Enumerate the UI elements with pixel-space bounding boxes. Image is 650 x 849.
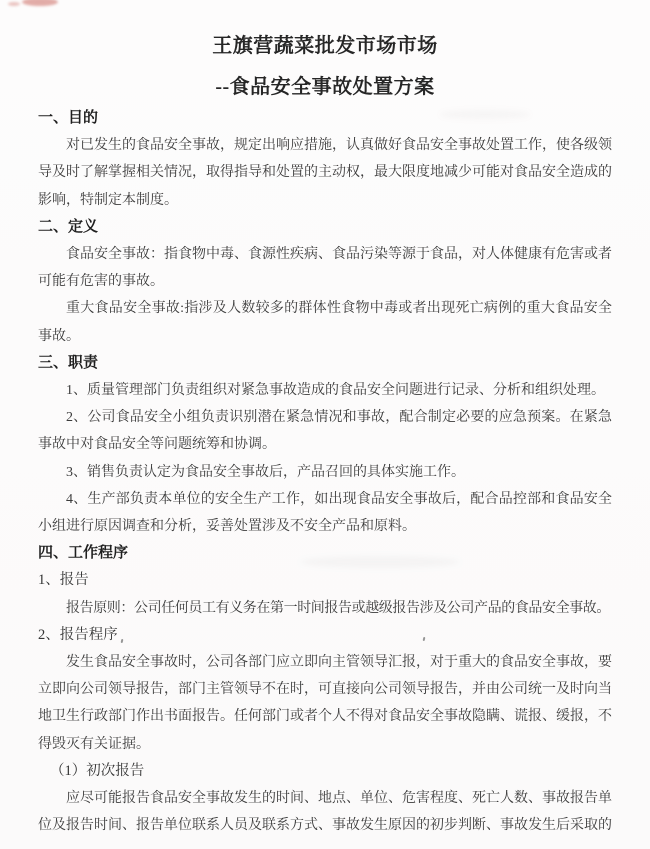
document-body [38, 0, 612, 839]
paragraph-responsibility-3: 3、销售负责认定为食品安全事故后，产品召回的具体实施工作。 [66, 464, 465, 480]
paragraph-report-principle: 报告原则：公司任何员工有义务在第一时间报告或越级报告涉及公司产品的食品安全事故。 [66, 600, 610, 616]
document-title: 王旗营蔬菜批发市场市场 [212, 35, 438, 57]
subheading-initial-report: （1）初次报告 [50, 762, 145, 779]
paragraph-responsibility-2: 2、公司食品安全小组负责识别潜在紧急情况和事故，配合制定必要的应急预案。在紧急事故中对食品安全等问题统筹和协调。 [38, 410, 612, 453]
section-heading-work-procedure: 四、工作程序 [38, 545, 129, 562]
section-heading-purpose: 一、目的 [38, 110, 99, 126]
section-heading-definitions: 二、定义 [38, 218, 99, 235]
red-pen-mark [8, 2, 20, 6]
subheading-report-procedure: 2、报告程序 [38, 626, 118, 643]
paragraph-report-procedure-body: 发生食品安全事故时，公司各部门应立即向主管领导汇报，对于重大的食品安全事故，要立即向公司领导报告，部门主管领导不在时，可直接向公司领导报告，并由公司统一及时向当地卫生行政部门作出书面报告。任何部门或者个人不得对食品安全事故隐瞒、谎报、缓报，不得毁灭有关证据。 [38, 655, 612, 752]
section-heading-responsibilities: 三、职责 [38, 354, 99, 371]
paragraph-initial-report-body: 应尽可能报告食品安全事故发生的时间、地点、单位、危害程度、死亡人数、事故报告单位及报告时间、报告单位联系人员及联系方式、事故发生原因的初步判断、事故发生后采取的 [38, 791, 612, 834]
document-subtitle: --食品安全事故处置方案 [215, 76, 435, 98]
paragraph-responsibility-1: 1、质量管理部门负责组织对紧急事故造成的食品安全问题进行记录、分析和组织处理。 [66, 383, 605, 399]
paragraph-definition-major-incident: 重大食品安全事故:指涉及人数较多的群体性食物中毒或者出现死亡病例的重大食品安全事故。 [38, 301, 612, 344]
paragraph-responsibility-4: 4、生产部负责本单位的安全生产工作，如出现食品安全事故后，配合品控部和食品安全小组进行原因调查和分析，妥善处置涉及不安全产品和原料。 [38, 491, 612, 535]
subheading-report: 1、报告 [38, 572, 89, 589]
paragraph-definition-food-safety-incident: 食品安全事故：指食物中毒、食源性疾病、食品污染等源于食品，对人体健康有危害或者可能有危害的事故。 [38, 247, 612, 290]
paragraph-purpose-body: 对已发生的食品安全事故，规定出响应措施，认真做好食品安全事故处置工作，使各级领导及时了解掌握相关情况，取得指导和处置的主动权，最大限度地减少可能对食品安全造成的影响，特制定本制度。 [38, 138, 612, 208]
document-content [38, 105, 612, 839]
